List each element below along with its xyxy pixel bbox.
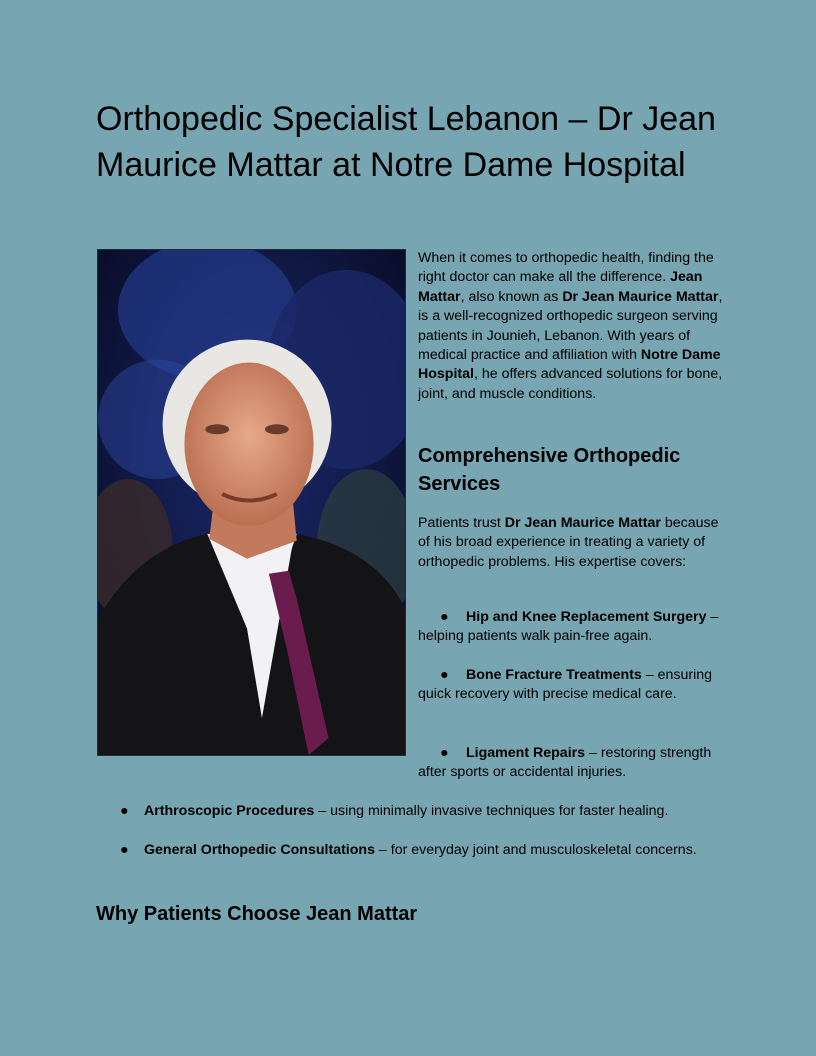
intro-text-4: , he offers advanced solutions for bone, joint, and muscle conditions.: [418, 366, 723, 402]
list-item-hip-knee: [418, 608, 728, 647]
list-item-desc: – ensuring quick recovery with precise medical care.: [418, 667, 713, 703]
services-intro-post: because of his broad experience in treating a variety of orthopedic problems. His expertise covers:: [418, 515, 719, 570]
list-item-title: General Orthopedic Consultations: [144, 842, 375, 858]
intro-text-2: , also known as: [460, 288, 563, 305]
doctor-portrait-photo: [97, 249, 406, 756]
list-item-desc: – helping patients walk pain-free again.: [418, 609, 719, 645]
intro-hospital-name: Notre Dame Hospital: [418, 347, 721, 383]
list-item-consultations: [120, 841, 740, 860]
services-intro: [418, 514, 728, 572]
intro-name-jean-mattar: Jean Mattar: [418, 269, 703, 305]
intro-paragraph: [418, 249, 728, 404]
intro-text-1: When it comes to orthopedic health, finding the right doctor can make all the difference.: [418, 250, 714, 286]
list-item-desc: – restoring strength after sports or accidental injuries.: [418, 745, 712, 781]
bullet-icon: ●: [440, 745, 449, 761]
list-item-title: Arthroscopic Procedures: [144, 803, 315, 819]
page-title: Orthopedic Specialist Lebanon – Dr Jean Maurice Mattar at Notre Dame Hospital: [96, 100, 716, 184]
list-item-title: Ligament Repairs: [466, 745, 586, 761]
bullet-icon: ●: [440, 667, 449, 683]
list-item-desc: – for everyday joint and musculoskeletal concerns.: [374, 842, 697, 858]
list-item-title: Bone Fracture Treatments: [466, 667, 642, 683]
services-heading: Comprehensive Orthopedic Services: [418, 445, 681, 495]
list-item-desc: – using minimally invasive techniques for faster healing.: [314, 803, 669, 819]
bullet-icon: ●: [440, 609, 449, 625]
list-item-title: Hip and Knee Replacement Surgery: [466, 609, 707, 625]
list-item-arthroscopic: [120, 802, 740, 821]
bullet-icon: ●: [120, 803, 129, 819]
intro-text-3: , is a well-recognized orthopedic surgeon serving patients in Jounieh, Lebanon. With years of medical practice and affiliation with: [418, 288, 723, 364]
doctor-portrait-illustration: [98, 250, 405, 755]
intro-name-full: Dr Jean Maurice Mattar: [562, 288, 719, 305]
services-intro-pre: Patients trust: [418, 515, 505, 531]
list-item-fracture: [418, 666, 728, 705]
why-heading: Why Patients Choose Jean Mattar: [96, 903, 418, 925]
list-item-ligament: [418, 744, 728, 783]
bullet-icon: ●: [120, 842, 129, 858]
services-intro-name: Dr Jean Maurice Mattar: [504, 515, 661, 531]
